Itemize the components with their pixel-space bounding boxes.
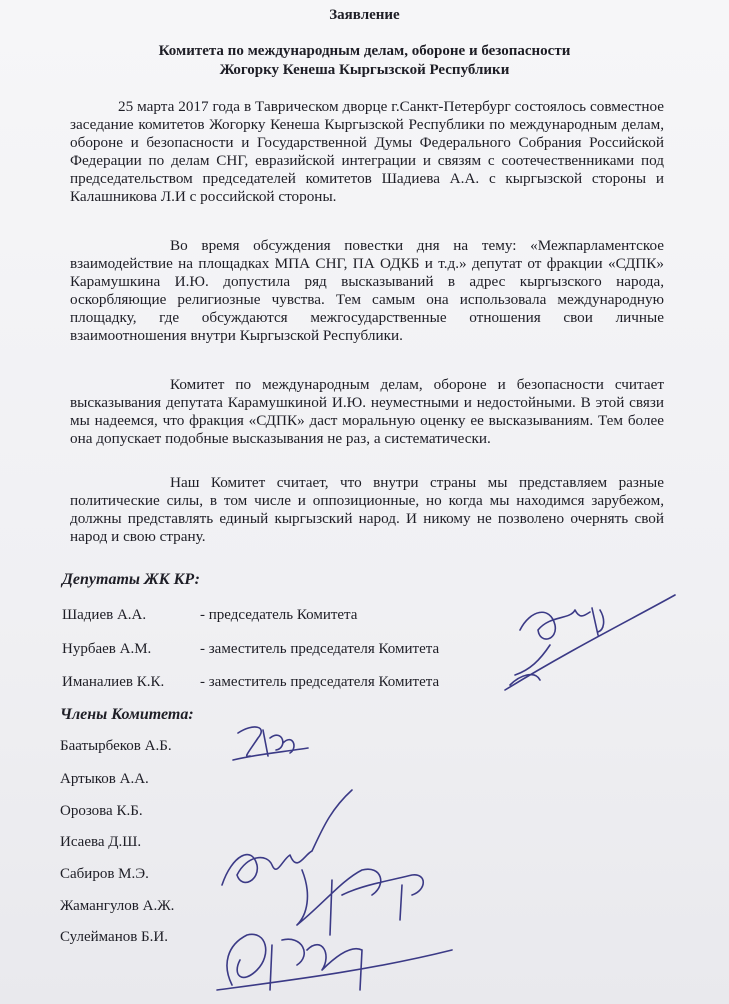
paragraph-1: 25 марта 2017 года в Таврическом дворце г.Санкт-Петербург состоялось совместное заседание комитетов Жогорку Кенеша Кыргызской Республики по международным делам, обороне и безопасности и Государственной Думы Федерального Собрания Российской Федерации по делам СНГ, евразийской интеграции и связям с соотечественниками под председательством председателей комитетов Шадиева А.А. с кыргызской стороны и Калашникова Л.И с российской стороны.: [70, 98, 664, 205]
deputy-role: - заместитель председателя Комитета: [200, 674, 440, 690]
document-subtitle-line-1: Комитета по международным делам, обороне и безопасности: [158, 43, 571, 59]
member-name: Сулейманов Б.И.: [60, 929, 168, 945]
document-subtitle-line-2: Жогорку Кенеша Кыргызской Республики: [219, 62, 510, 78]
paragraph-3: Комитет по международным делам, обороне и безопасности считает высказывания депутата Карамушкиной И.Ю. неуместными и недостойными. В этой связи мы надеемся, что фракция «СДПК» даст моральную оценку ее высказываниям. Тем более она допускает подобные высказывания не раз, а систематически.: [70, 376, 664, 447]
deputy-role: - заместитель председателя Комитета: [200, 641, 440, 657]
deputy-role: - председатель Комитета: [200, 607, 358, 623]
member-name: Сабиров М.Э.: [60, 866, 149, 882]
member-name: Баатырбеков А.Б.: [60, 738, 172, 754]
signature-baatyrbekov: [228, 718, 318, 768]
member-name: Артыков А.А.: [60, 771, 149, 787]
paragraph-4: Наш Комитет считает, что внутри страны мы представляем разные политические силы, в том числе и оппозиционные, но когда мы находимся зарубежом, должны представлять единый кыргызский народ. И никому не позволено очернять свой народ и свою страну.: [70, 474, 664, 545]
deputy-name: Нурбаев А.М.: [62, 641, 152, 657]
member-name: Орозова К.Б.: [60, 803, 143, 819]
document-title: Заявление: [329, 7, 400, 23]
paragraph-2: Во время обсуждения повестки дня на тему: «Межпарламентское взаимодействие на площадках МПА СНГ, ПА ОДКБ и т.д.» депутат от фракции «СДПК» Карамушкина И.Ю. допустила ряд высказываний в адрес кыргызского народа, оскорбляющие религиозные чувства. Тем самым она использовала международную площадку, где обсуждаются межгосударственные отношения свои личные взаимоотношения внутри Кыргызской Республики.: [70, 237, 664, 344]
members-heading: Члены Комитета:: [60, 706, 194, 723]
deputy-name: Иманалиев К.К.: [62, 674, 165, 690]
deputies-heading: Депутаты ЖК КР:: [62, 571, 200, 588]
deputy-name: Шадиев А.А.: [62, 607, 147, 623]
member-name: Исаева Д.Ш.: [60, 834, 142, 850]
signature-chairman: [480, 590, 680, 730]
member-name: Жамангулов А.Ж.: [60, 898, 175, 914]
signature-members-cluster: [212, 785, 472, 1000]
